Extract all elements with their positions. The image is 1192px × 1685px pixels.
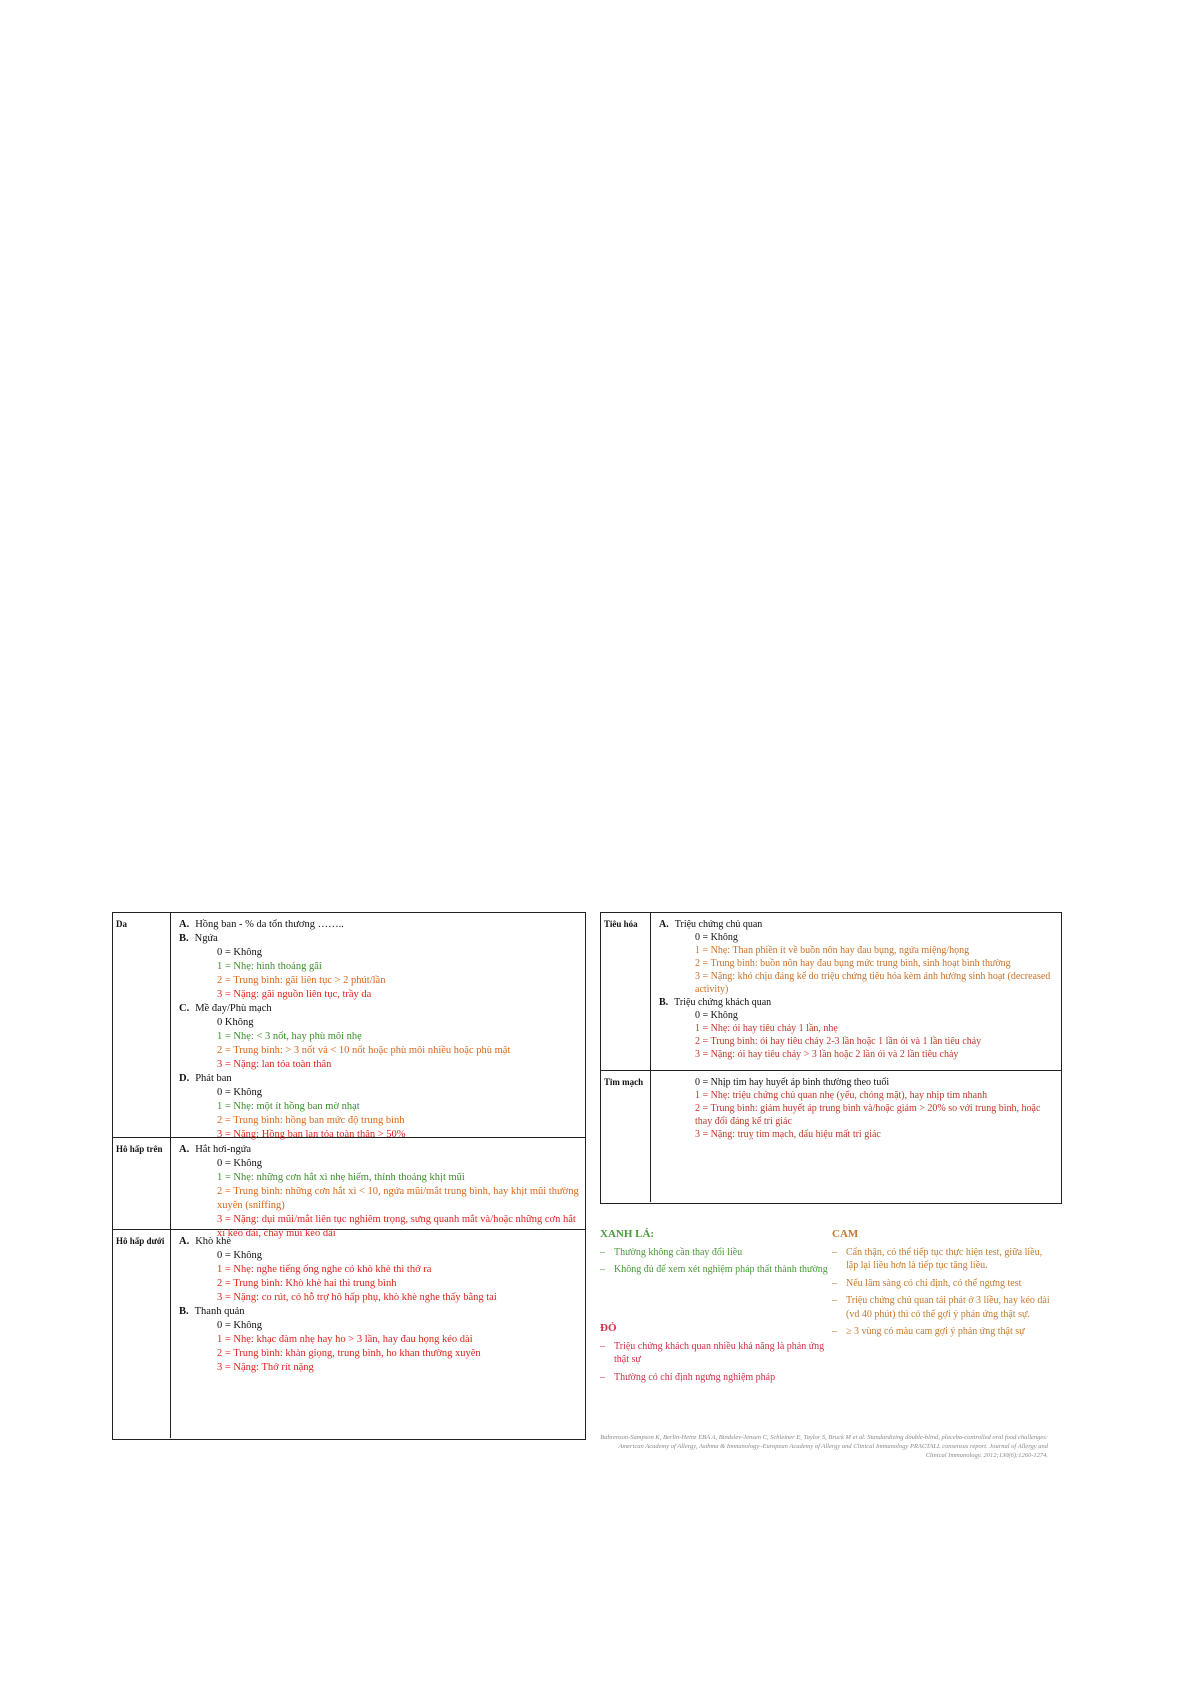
citation: Bahrenson-Sampson K, Berlin-Heinz EBA A, Bindslev-Jensen C, Schleiner E, Taylor S, Bruck M et al. Standardizing double-blind, placebo-controlled oral food challenges: American Academy of Allergy, Asthma & Immunology–European Academy of Allergy and Clinical Immunology PRACTALL consensus report. Journal of Allergy and Clinical Immunology. 2012;130(6):1260-1274. (600, 1434, 1048, 1459)
legend-red-title: ĐỎ (600, 1322, 617, 1334)
score-item: 3 = Nặng: truỵ tim mạch, dấu hiệu mất tri giác (695, 1129, 881, 1140)
row-label: Tim mạch (601, 1071, 651, 1202)
score-item: 0 = Không (217, 1320, 263, 1331)
score-item: 3 = Nặng: khó chịu đáng kể do triệu chứng tiêu hóa kèm ảnh hưởng sinh hoạt (decreased activity) (695, 971, 1051, 995)
legend-item: – ≥ 3 vùng có màu cam gợi ý phản ứng thật sự (832, 1325, 1056, 1339)
table-row (113, 913, 585, 1138)
section-header (179, 1072, 579, 1086)
legend-green (600, 1228, 830, 1281)
score-item: 1 = Nhẹ: triệu chứng chủ quan nhẹ (yếu, chóng mặt), hay nhịp tim nhanh (695, 1090, 988, 1101)
section-title: Mề đay/Phù mạch (195, 1003, 272, 1014)
legend-red-list (600, 1340, 830, 1385)
row-content (171, 1138, 585, 1245)
score-item: 0 = Không (217, 1158, 263, 1169)
section-header (179, 1143, 579, 1157)
score-item: 1 = Nhẹ: < 3 nốt, hay phù môi nhẹ (217, 1031, 362, 1042)
table-row (601, 1071, 1061, 1202)
score-item: 0 = Không (217, 947, 263, 958)
section-letter: B. (179, 933, 189, 944)
legend-red (600, 1322, 830, 1388)
score-item: 1 = Nhẹ: những cơn hắt xì nhẹ hiếm, thỉnh thoảng khịt mũi (217, 1172, 465, 1183)
legend-item: – Không đủ để xem xét nghiệm pháp thất thành thường (600, 1263, 830, 1277)
score-item: 2 = Trung bình: gãi liên tục > 2 phút/lần (217, 975, 386, 986)
legend-item: – Thường không cần thay đổi liều (600, 1246, 830, 1260)
section-letter: A. (179, 1236, 190, 1247)
section-letter: A. (659, 919, 669, 930)
section-letter: B. (179, 1306, 189, 1317)
legend-item: – Nếu lâm sàng có chỉ định, có thể ngưng test (832, 1277, 1056, 1291)
score-item: 3 = Nặng: lan tỏa toàn thân (217, 1059, 332, 1070)
section-title: Thanh quản (194, 1306, 245, 1317)
section-header (179, 1305, 579, 1319)
section-letter: A. (179, 919, 190, 930)
score-item: 2 = Trung bình: > 3 nốt và < 10 nốt hoặc phù môi nhiều hoặc phù mặt (217, 1045, 511, 1056)
left-severity-table (112, 912, 586, 1440)
row-content (171, 1230, 585, 1379)
score-item: 3 = Nặng: ói hay tiêu chảy > 3 lần hoặc 2 lần ói và 2 lần tiêu chảy (695, 1049, 959, 1060)
section-header (179, 932, 579, 946)
legend-green-title: XANH LÁ: (600, 1228, 655, 1240)
table-row (113, 1230, 585, 1438)
right-severity-table (600, 912, 1062, 1204)
section-header (179, 918, 579, 932)
score-item: 0 = Không (217, 1087, 263, 1098)
section-title: Ngứa (194, 933, 218, 944)
table-row (113, 1138, 585, 1239)
score-item: 1 = Nhẹ: nghe tiếng ống nghe có khò khè thì thở ra (217, 1264, 432, 1275)
section-letter: A. (179, 1144, 190, 1155)
section-title: Khò khè (195, 1236, 232, 1247)
section-header (179, 1002, 579, 1016)
section-letter: D. (179, 1073, 190, 1084)
score-item: 3 = Nặng: co rút, có hỗ trợ hô hấp phụ, khò khè nghe thấy bằng tai (217, 1292, 497, 1303)
row-content (171, 913, 585, 1146)
section-header (179, 1235, 579, 1249)
section-letter: B. (659, 997, 669, 1008)
score-item: 3 = Nặng: Thở rít nặng (217, 1362, 314, 1373)
score-item: 2 = Trung bình: khàn giọng, trung bình, ho khan thường xuyên (217, 1348, 481, 1359)
score-item: 0 = Nhịp tim hay huyết áp bình thường theo tuổi (695, 1077, 890, 1088)
section-title: Hồng ban - % da tổn thương …….. (195, 919, 344, 930)
score-item: 2 = Trung bình: buồn nôn hay đau bụng mức trung bình, sinh hoạt bình thường (695, 958, 1011, 969)
row-content (651, 1071, 1061, 1145)
score-item: 0 = Không (695, 1010, 738, 1021)
score-item: 1 = Nhẹ: hình thoảng gãi (217, 961, 322, 972)
legend-item: – Thường có chỉ định ngưng nghiệm pháp (600, 1371, 830, 1385)
section-title: Triệu chứng chủ quan (674, 919, 763, 930)
row-label: Da (113, 913, 171, 1137)
score-item: 3 = Nặng: gãi nguồn liên tục, trầy da (217, 989, 372, 1000)
score-item: 0 Không (217, 1017, 254, 1028)
legend-item: – Triệu chứng khách quan nhiều khả năng là phản ứng thật sự (600, 1340, 830, 1367)
score-item: 3 = Nặng: dụi mũi/mắt liên tục nghiêm trọng, sưng quanh mắt và/hoặc những cơn hắt xì kéo dài, chảy mũi kéo dài (217, 1214, 576, 1239)
row-label: Hô hấp trên (113, 1138, 171, 1229)
legend-item: – Cẩn thận, có thể tiếp tục thực hiện test, giữa liều, lặp lại liều hơn là tiếp tục tăng liều. (832, 1246, 1056, 1273)
score-item: 2 = Trung bình: những cơn hắt xì < 10, ngứa mũi/mắt trung bình, hay khịt mũi thường xuyên (sniffing) (217, 1186, 579, 1211)
section-title: Phát ban (195, 1073, 232, 1084)
score-item: 0 = Không (695, 932, 738, 943)
score-item: 1 = Nhẹ: ói hay tiêu chảy 1 lần, nhẹ (695, 1023, 838, 1034)
row-content (651, 913, 1061, 1065)
score-item: 2 = Trung bình: hồng ban mức độ trung bình (217, 1115, 405, 1126)
legend-orange (832, 1228, 1056, 1343)
legend-orange-list (832, 1246, 1056, 1339)
legend-orange-title: CAM (832, 1228, 859, 1240)
legend-green-list (600, 1246, 830, 1277)
section-title: Triệu chứng khách quan (674, 997, 772, 1008)
score-item: 0 = Không (217, 1250, 263, 1261)
score-item: 1 = Nhẹ: Than phiền ít về buồn nôn hay đau bụng, ngứa miệng/họng (695, 945, 970, 956)
score-item: 2 = Trung bình: ói hay tiêu chảy 2-3 lần hoặc 1 lần ói và 1 lần tiêu chảy (695, 1036, 982, 1047)
score-item: 2 = Trung bình: giảm huyết áp trung bình và/hoặc giảm > 20% so với trung bình, hoặc thay đổi đáng kể tri giác (695, 1103, 1041, 1127)
score-item: 1 = Nhẹ: một ít hồng ban mờ nhạt (217, 1101, 360, 1112)
row-label: Tiêu hóa (601, 913, 651, 1070)
score-item: 1 = Nhẹ: khạc đàm nhẹ hay ho > 3 lần, hay đau họng kéo dài (217, 1334, 473, 1345)
section-title: Hắt hơi-ngứa (195, 1144, 252, 1155)
score-item: 2 = Trung bình: Khò khè hai thì trung bình (217, 1278, 397, 1289)
section-header (659, 996, 1055, 1009)
table-row (601, 913, 1061, 1071)
score-item: 3 = Nặng: Hồng ban lan tỏa toàn thân > 50% (217, 1129, 406, 1140)
row-label: Hô hấp dưới (113, 1230, 171, 1438)
legend-item: – Triệu chứng chủ quan tái phát ở 3 liều, hay kéo dài (vd 40 phút) thì có thể gợi ý phản ứng thật sự. (832, 1294, 1056, 1321)
section-header (659, 918, 1055, 931)
section-letter: C. (179, 1003, 190, 1014)
